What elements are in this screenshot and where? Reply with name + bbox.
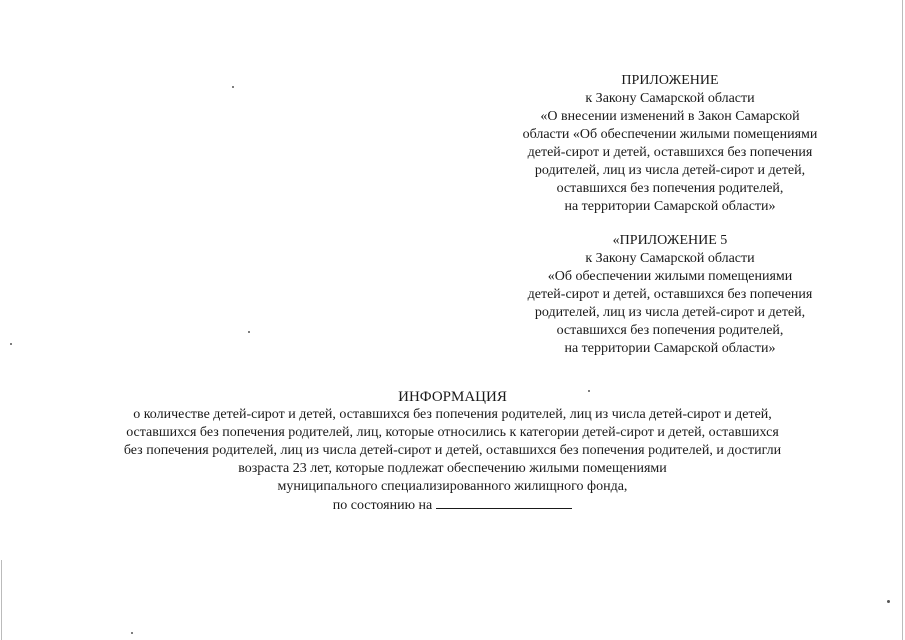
appendix-header (470, 72, 870, 216)
scan-speck (588, 390, 590, 392)
information-line: возраста 23 лет, которые подлежат обеспечению жилыми помещениями (238, 461, 667, 476)
appendix-line: на территории Самарской области» (564, 199, 776, 214)
appendix5-line: оставшихся без попечения родителей, (556, 323, 784, 338)
information-line: без попечения родителей, лиц из числа детей-сирот и детей, оставшихся без попечения родителей, и достигли (123, 443, 782, 458)
appendix5-header (470, 232, 870, 358)
appendix5-line: на территории Самарской области» (564, 341, 776, 356)
information-line: о количестве детей-сирот и детей, оставшихся без попечения родителей, лиц из числа детей-сирот и детей, (133, 407, 772, 422)
appendix5-line: родителей, лиц из числа детей-сирот и детей, (534, 305, 806, 320)
scan-speck (131, 632, 133, 634)
appendix-line: к Закону Самарской области (585, 91, 755, 106)
scan-speck (248, 331, 250, 333)
appendix-line: «О внесении изменений в Закон Самарской (540, 109, 800, 124)
information-title: ИНФОРМАЦИЯ (398, 389, 507, 405)
appendix-heading: ПРИЛОЖЕНИЕ (621, 73, 719, 88)
appendix5-line: «Об обеспечении жилыми помещениями (547, 269, 793, 284)
scan-edge-mark (902, 0, 903, 640)
appendix5-line: детей-сирот и детей, оставшихся без попечения (527, 287, 813, 302)
scan-speck (232, 86, 234, 88)
appendix-line: детей-сирот и детей, оставшихся без попечения (527, 145, 813, 160)
appendix-line: родителей, лиц из числа детей-сирот и детей, (534, 163, 806, 178)
appendix5-line: к Закону Самарской области (585, 251, 755, 266)
scan-edge-mark (1, 560, 2, 640)
scan-speck (887, 600, 890, 603)
information-line: муниципального специализированного жилищного фонда, (277, 479, 628, 494)
date-blank-line (436, 496, 572, 509)
appendix-line: оставшихся без попечения родителей, (556, 181, 784, 196)
as-of-date-row (40, 496, 865, 515)
information-block (40, 388, 865, 515)
scan-speck (10, 343, 12, 345)
information-line: оставшихся без попечения родителей, лиц, которые относились к категории детей-сирот и детей, оставшихся (126, 425, 779, 440)
as-of-label: по состоянию на (332, 498, 433, 513)
appendix-line: области «Об обеспечении жилыми помещениями (522, 127, 818, 142)
appendix5-heading: «ПРИЛОЖЕНИЕ 5 (612, 233, 728, 248)
